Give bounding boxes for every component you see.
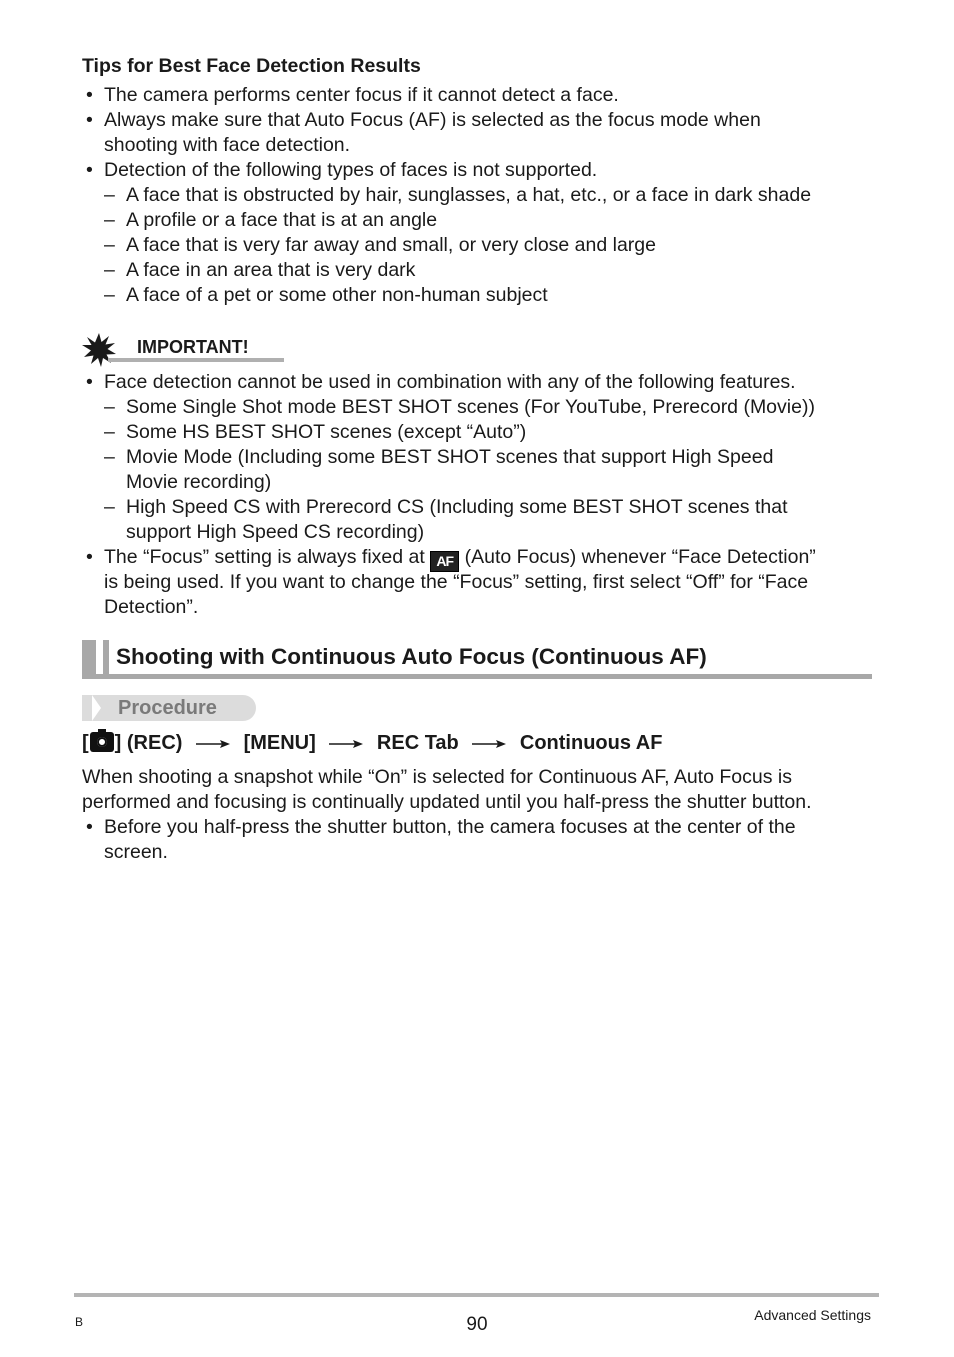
tips-dash-4-text: A face in an area that is very dark xyxy=(126,259,416,281)
af-icon: AF xyxy=(430,551,459,572)
dash-mark: – xyxy=(104,209,115,231)
important-bullet-1-text: Face detection cannot be used in combination with any of the following features. xyxy=(104,371,796,393)
procedure-tag-notch xyxy=(92,695,101,721)
menu-path xyxy=(82,731,662,756)
dash-mark: – xyxy=(104,446,115,468)
procedure-label: Procedure xyxy=(118,697,217,719)
section-bullet-line1: Before you half-press the shutter button, the camera focuses at the center of the xyxy=(104,816,796,838)
bullet-mark: • xyxy=(86,546,93,568)
menu-path-continuous: Continuous AF xyxy=(519,732,663,754)
important-dash-1-text: Some Single Shot mode BEST SHOT scenes (For YouTube, Prerecord (Movie)) xyxy=(126,396,815,418)
important-label: IMPORTANT! xyxy=(137,337,249,357)
bullet-mark: • xyxy=(86,371,93,393)
section-heading-bar xyxy=(82,640,96,676)
tips-bullet-2-text: Always make sure that Auto Focus (AF) is selected as the focus mode when xyxy=(104,109,761,131)
page-number: 90 xyxy=(466,1314,488,1335)
dash-mark: – xyxy=(104,421,115,443)
bullet-mark: • xyxy=(86,816,93,838)
arrow-right-icon xyxy=(329,739,363,749)
dash-mark: – xyxy=(104,284,115,306)
dash-mark: – xyxy=(104,234,115,256)
important-dash-3-text: Movie Mode (Including some BEST SHOT scenes that support High Speed xyxy=(126,446,774,468)
tips-bullet-3-text: Detection of the following types of faces is not supported. xyxy=(104,159,598,181)
camera-icon xyxy=(90,732,114,752)
bullet-mark: • xyxy=(86,109,93,131)
tips-dash-5-text: A face of a pet or some other non-human subject xyxy=(126,284,548,306)
dash-mark: – xyxy=(104,496,115,518)
arrow-right-icon xyxy=(472,739,506,749)
tips-dash-3-text: A face that is very far away and small, or very close and large xyxy=(126,234,656,256)
dash-mark: – xyxy=(104,259,115,281)
section-body-line1: When shooting a snapshot while “On” is selected for Continuous AF, Auto Focus is xyxy=(82,766,792,788)
menu-path-menu: [MENU] xyxy=(243,732,316,754)
bullet-mark: • xyxy=(86,159,93,181)
tips-dash-2-text: A profile or a face that is at an angle xyxy=(126,209,438,231)
important-bullet-2-after: (Auto Focus) whenever “Face Detection” xyxy=(464,546,816,568)
section-title: Shooting with Continuous Auto Focus (Continuous AF) xyxy=(116,644,707,669)
important-dash-4-text: High Speed CS with Prerecord CS (Including some BEST SHOT scenes that xyxy=(126,496,788,518)
important-bullet-2-line1 xyxy=(104,545,816,572)
arrow-right-icon xyxy=(196,739,230,749)
footer-rule xyxy=(74,1293,879,1297)
important-bullet-2-line2: is being used. If you want to change the “Focus” setting, first select “Off” for “Face xyxy=(104,571,809,593)
important-underline xyxy=(108,358,284,362)
important-bullet-2-before: The “Focus” setting is always fixed at xyxy=(104,546,425,568)
bullet-mark: • xyxy=(86,84,93,106)
footer-section-name: Advanced Settings xyxy=(754,1307,871,1323)
section-body-line2: performed and focusing is continually updated until you half-press the shutter button. xyxy=(82,791,812,813)
tips-bullet-2-cont: shooting with face detection. xyxy=(104,134,351,156)
menu-path-open: [ xyxy=(82,732,89,754)
footer-left-mark: B xyxy=(75,1315,84,1329)
menu-path-rec-tab: REC Tab xyxy=(376,732,459,754)
section-bullet-line2: screen. xyxy=(104,841,168,863)
important-dash-2-text: Some HS BEST SHOT scenes (except “Auto”) xyxy=(126,421,527,443)
tips-dash-1-text: A face that is obstructed by hair, sunglasses, a hat, etc., or a face in dark shade xyxy=(126,184,812,206)
dash-mark: – xyxy=(104,184,115,206)
tips-heading: Tips for Best Face Detection Results xyxy=(82,55,421,77)
section-heading-bar-thin xyxy=(103,640,109,676)
important-dash-3-cont: Movie recording) xyxy=(126,471,272,493)
dash-mark: – xyxy=(104,396,115,418)
tips-bullet-1-text: The camera performs center focus if it cannot detect a face. xyxy=(104,84,619,106)
important-bullet-2-line3: Detection”. xyxy=(104,596,199,618)
section-heading-underline xyxy=(82,674,872,679)
important-dash-4-cont: support High Speed CS recording) xyxy=(126,521,425,543)
menu-path-rec: ] (REC) xyxy=(114,732,183,754)
